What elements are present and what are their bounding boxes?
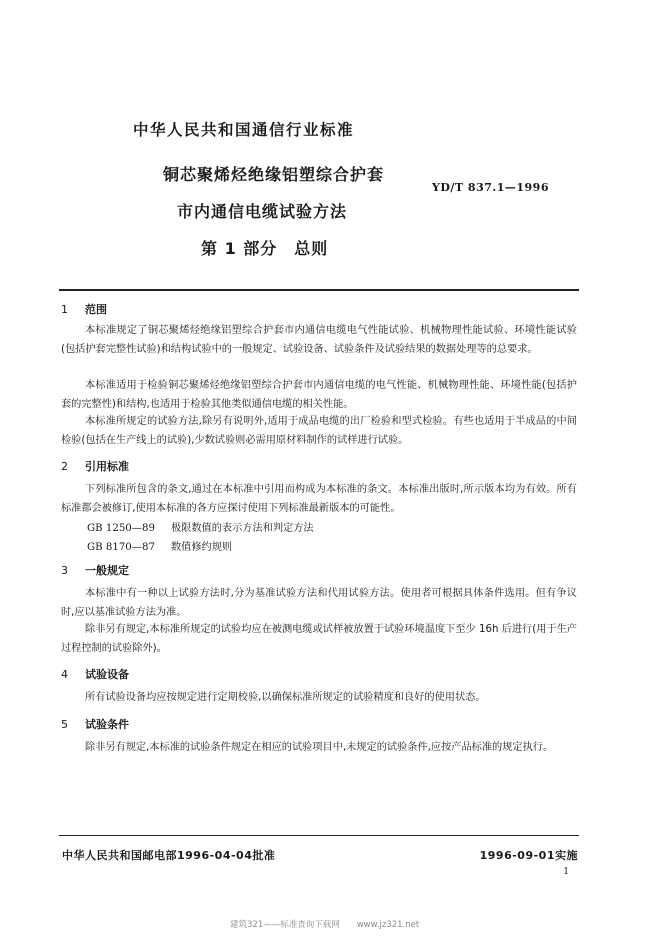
header-divider: [59, 289, 579, 291]
section-1-paragraph-2: 本标准适用于检验铜芯聚烯烃绝缘铝塑综合护套市内通信电缆的电气性能、机械物理性能、环境性能(包括护套的完整性)和结构,也适用于检验其他类似通信电缆的相关性能。: [61, 380, 577, 410]
section-1-heading: [61, 301, 107, 317]
standard-number: YD/T 837.1—1996: [432, 181, 549, 194]
page-number: 1: [563, 867, 569, 877]
section-title: 一般规定: [85, 564, 129, 577]
section-1-paragraph-3: 本标准所规定的试验方法,除另有说明外,适用于成品电缆的出厂检验和型式检验。有些也适用于半成品的中间检验(包括在生产线上的试验),少数试验则必需用原材料制作的试样进行试验。: [61, 416, 577, 446]
section-title: 引用标准: [85, 460, 129, 473]
section-number: 3: [61, 564, 68, 577]
section-number: 2: [61, 460, 68, 473]
section-4-paragraph-1: 所有试验设备均应按规定进行定期校验,以确保标准所规定的试验精度和良好的使用状态。: [85, 692, 486, 703]
title-line-2: 市内通信电缆试验方法: [177, 202, 348, 221]
section-3-paragraph-2: 除非另有规定,本标准所规定的试验均应在被测电缆或试样被放置于试验环境温度下至少 16h 后进行(用于生产过程控制的试验除外)。: [61, 624, 577, 654]
section-title: 试验设备: [85, 668, 129, 681]
section-4-heading: [61, 666, 129, 682]
section-title: 试验条件: [85, 718, 129, 731]
reference-item: [87, 538, 232, 553]
reference-item: [87, 519, 314, 534]
site-watermark: 建筑321——标准查询下载网 www.jz321.net: [230, 920, 420, 930]
title-line-1: 铜芯聚烯烃绝缘铝塑综合护套: [163, 165, 385, 184]
section-number: 1: [61, 303, 68, 316]
section-1-paragraph-1: 本标准规定了铜芯聚烯烃绝缘铝塑综合护套市内通信电缆电气性能试验、机械物理性能试验、环境性能试验(包括护套完整性试验)和结构试验中的一般规定、试验设备、试验条件及试验结果的数据处理等的总要求。: [61, 325, 577, 355]
approval-statement: 中华人民共和国邮电部1996-04-04批准: [62, 849, 276, 862]
section-title: 范围: [85, 303, 107, 316]
section-2-paragraph-1: 下列标准所包含的条文,通过在本标准中引用而构成为本标准的条文。本标准出版时,所示版本均为有效。所有标准都会被修订,使用本标准的各方应探讨使用下列标准最新版本的可能性。: [61, 484, 577, 514]
reference-code: GB 8170—87: [87, 542, 155, 553]
section-5-heading: [61, 716, 129, 732]
reference-code: GB 1250—89: [87, 523, 155, 534]
reference-title: 数值修约规则: [171, 542, 233, 553]
footer-divider: [59, 835, 579, 836]
issuing-organization: 中华人民共和国通信行业标准: [133, 121, 355, 139]
section-number: 5: [61, 718, 68, 731]
section-5-paragraph-1: 除非另有规定,本标准的试验条件规定在相应的试验项目中,未规定的试验条件,应按产品标准的规定执行。: [85, 742, 554, 753]
implementation-date: 1996-09-01实施: [479, 849, 578, 862]
section-number: 4: [61, 668, 68, 681]
section-2-heading: [61, 458, 129, 474]
section-3-paragraph-1: 本标准中有一种以上试验方法时,分为基准试验方法和代用试验方法。使用者可根据具体条件选用。但有争议时,应以基准试验方法为准。: [61, 588, 577, 618]
title-line-3: 第 1 部分 总则: [201, 239, 329, 258]
section-3-heading: [61, 562, 129, 578]
reference-title: 极限数值的表示方法和判定方法: [171, 523, 314, 534]
